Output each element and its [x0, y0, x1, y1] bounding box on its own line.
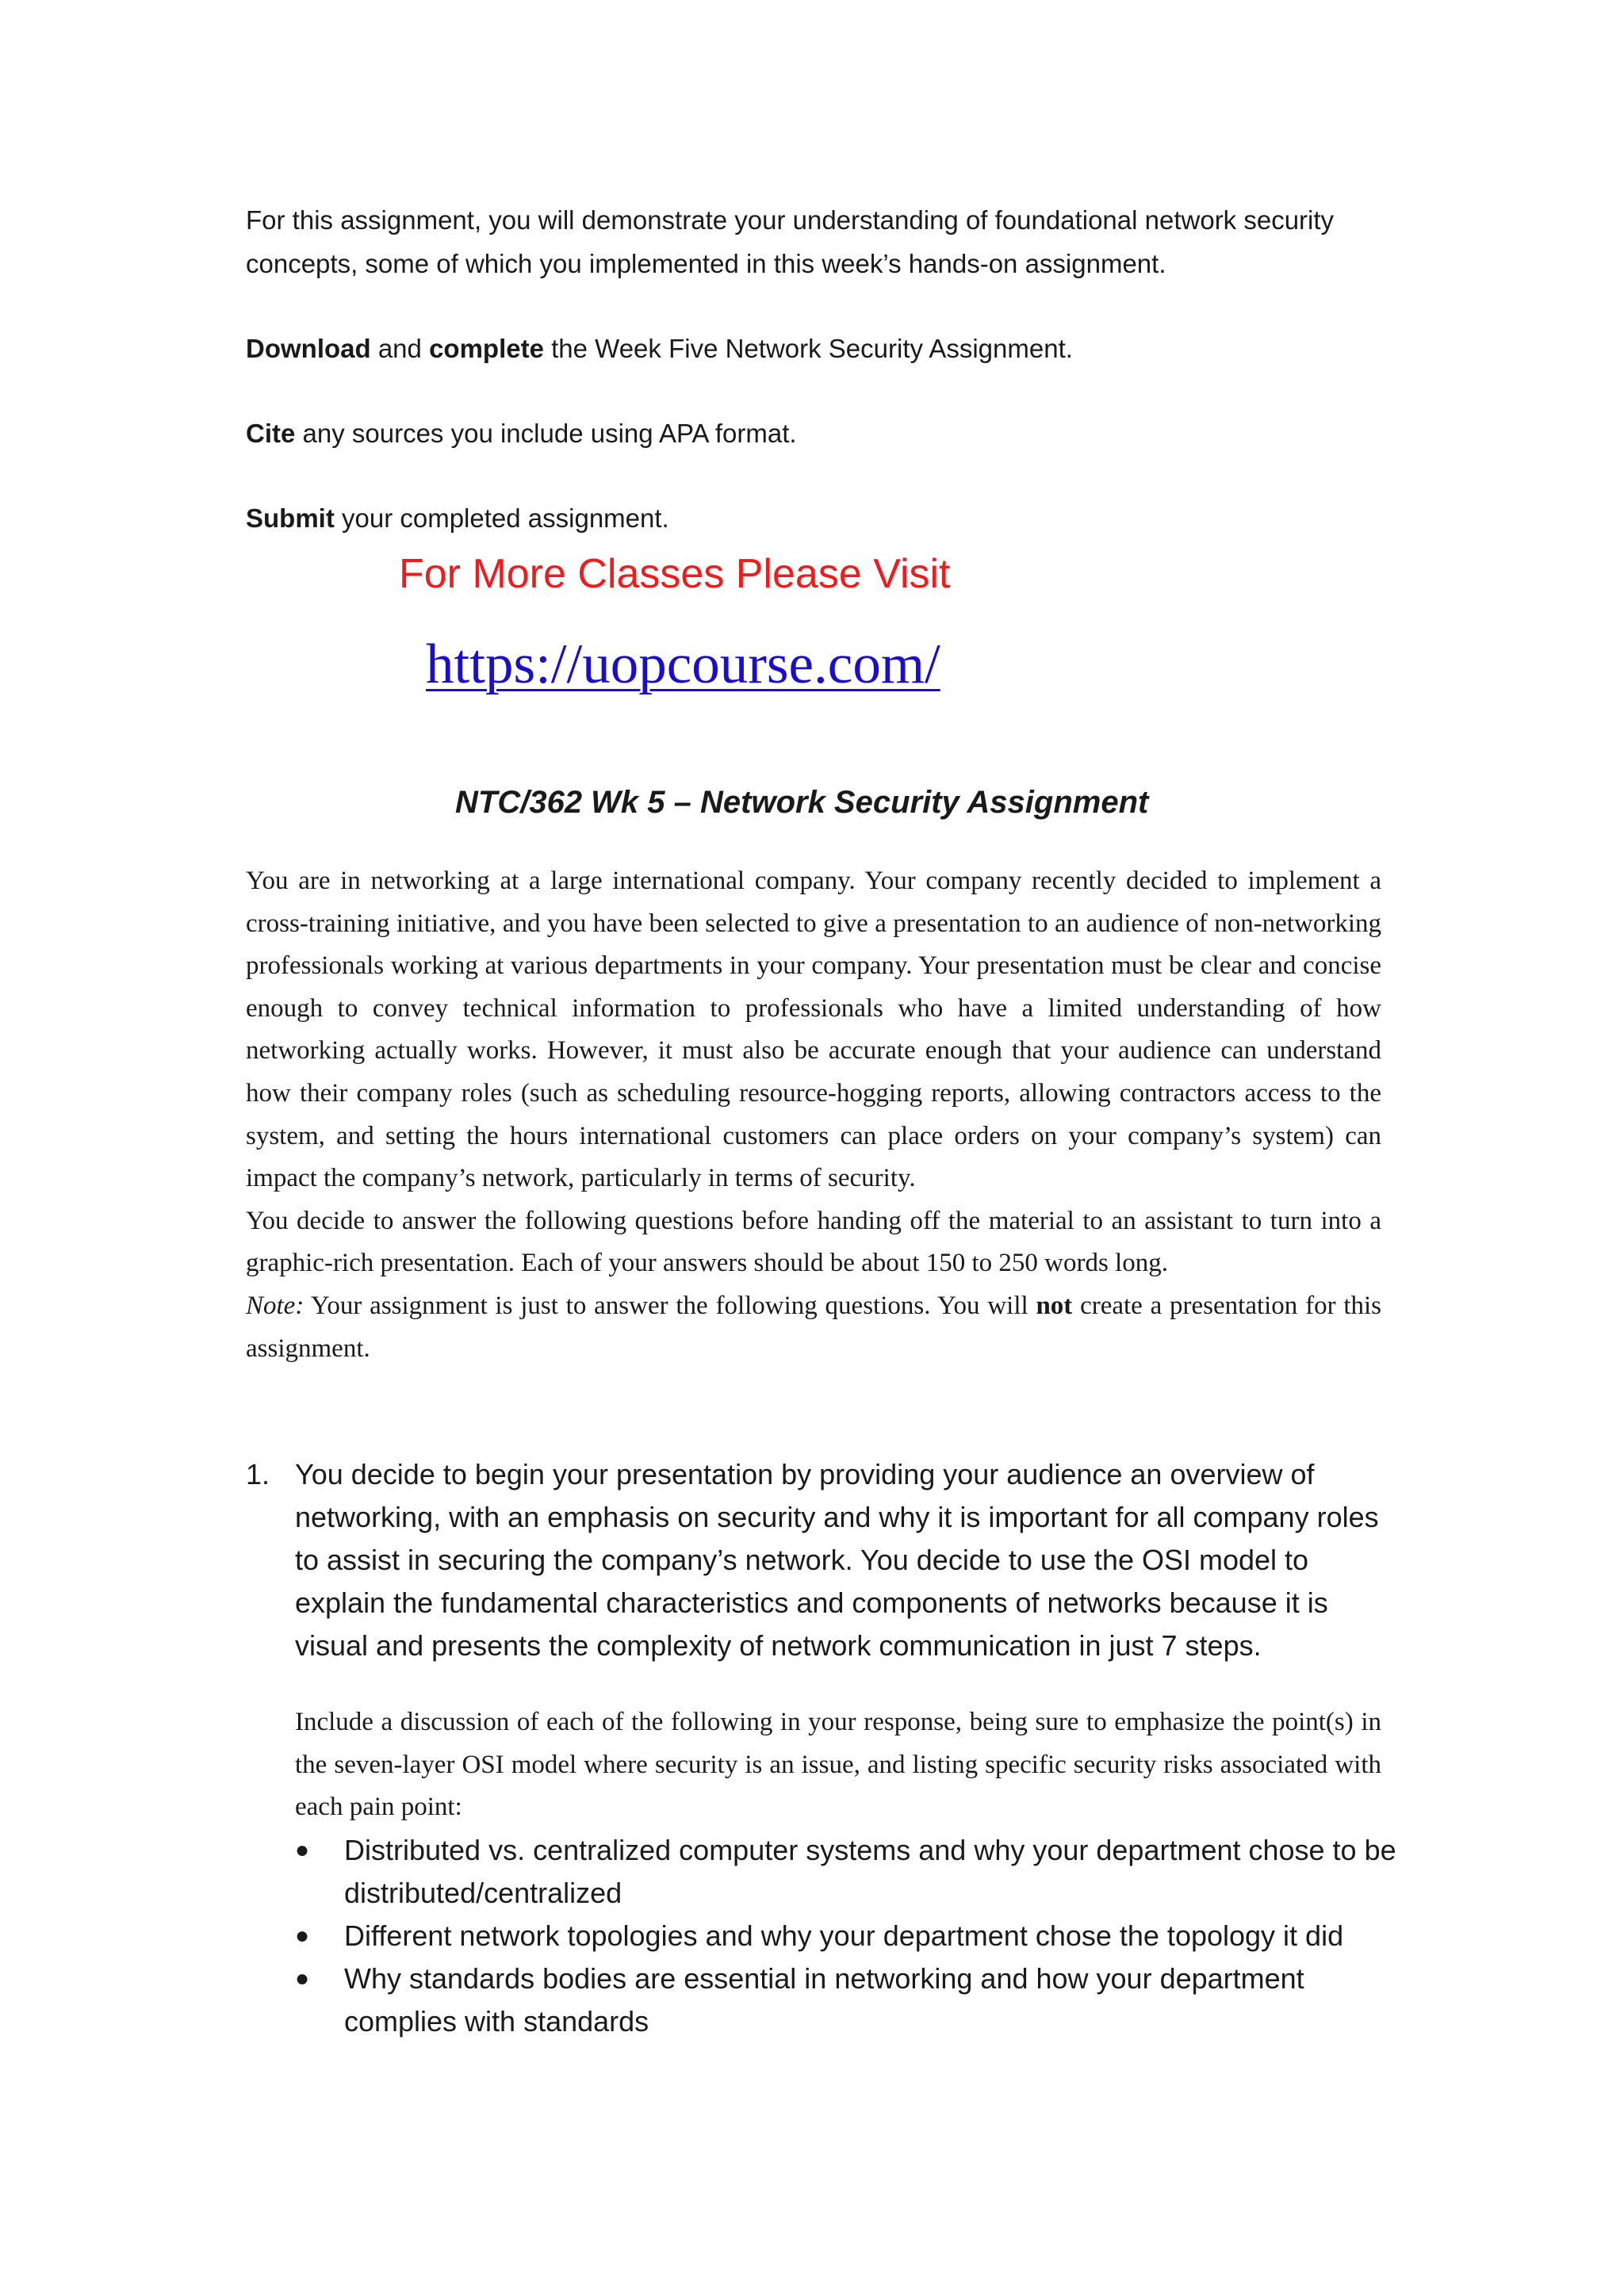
note-label: Note:	[246, 1291, 304, 1320]
task-paragraph: You decide to answer the following questions before handing off the material to an assistant to turn into a graphic-rich presentation. Each of your answers should be about 150 to 250 words long.	[246, 1206, 1381, 1278]
submit-instruction	[246, 496, 1404, 540]
download-connector: and	[370, 334, 430, 363]
bullet-text: Why standards bodies are essential in networking and how your department complies with standards	[344, 1962, 1304, 2038]
cite-rest: any sources you include using APA format.	[295, 419, 797, 448]
note-text-a: Your assignment is just to answer the following questions. You will	[304, 1291, 1036, 1320]
cite-instruction	[246, 411, 1404, 455]
download-instruction	[246, 327, 1404, 370]
intro-paragraph: For this assignment, you will demonstrate your understanding of foundational network security concepts, some of which you implemented in this week’s hands-on assignment.	[246, 205, 1335, 278]
bullet-icon: ●	[295, 1965, 310, 1992]
list-item	[295, 1915, 1397, 1957]
question-number: 1.	[246, 1458, 270, 1490]
question-instruction: Include a discussion of each of the following in your response, being sure to emphasize the point(s) in the seven-layer OSI model where security is an issue, and listing specific security risks associated with each pain point:	[295, 1708, 1381, 1822]
download-keyword: Download	[246, 334, 371, 363]
download-rest: the Week Five Network Security Assignment.	[543, 334, 1073, 363]
bullet-text: Different network topologies and why your department chose the topology it did	[344, 1919, 1344, 1952]
bullet-icon: ●	[295, 1923, 310, 1949]
bullet-text: Distributed vs. centralized computer systems and why your department chose to be distributed/centralized	[344, 1834, 1396, 1909]
list-item	[295, 1957, 1397, 2043]
note-text-b: create a presentation for this assignment.	[246, 1291, 1382, 1363]
bullet-list	[295, 1829, 1397, 2043]
note-paragraph	[246, 1285, 1381, 1370]
document-body	[246, 860, 1381, 1370]
cite-keyword: Cite	[246, 419, 296, 448]
promo-link[interactable]: https://uopcourse.com/	[426, 633, 940, 695]
document-title: NTC/362 Wk 5 – Network Security Assignment	[455, 785, 1149, 820]
complete-keyword: complete	[429, 334, 544, 363]
submit-rest: your completed assignment.	[334, 503, 669, 533]
note-emphasis: not	[1036, 1291, 1073, 1320]
intro-section	[246, 198, 1404, 540]
promo-visit-text: For More Classes Please Visit	[399, 551, 951, 597]
question-1	[246, 1453, 1388, 1667]
submit-keyword: Submit	[246, 503, 335, 533]
question-text: You decide to begin your presentation by providing your audience an overview of networking, with an emphasis on security and why it is important for all company roles to assist in securing the company’s network. You decide to use the OSI model to explain the fundamental characteristics and components of networks because it is visual and presents the complexity of network communication in just 7 steps.	[295, 1458, 1379, 1662]
bullet-icon: ●	[295, 1837, 310, 1863]
scenario-paragraph: You are in networking at a large international company. Your company recently decided to implement a cross-training initiative, and you have been selected to give a presentation to an audience of non-networking professionals working at various departments in your company. Your presentation must be clear and concise enough to convey technical information to professionals who have a limited understanding of how networking actually works. However, it must also be accurate enough that your audience can understand how their company roles (such as scheduling resource-hogging reports, allowing contractors access to the system, and setting the hours international customers can place orders on your company’s system) can impact the company’s network, particularly in terms of security.	[246, 867, 1381, 1193]
list-item	[295, 1829, 1397, 1915]
